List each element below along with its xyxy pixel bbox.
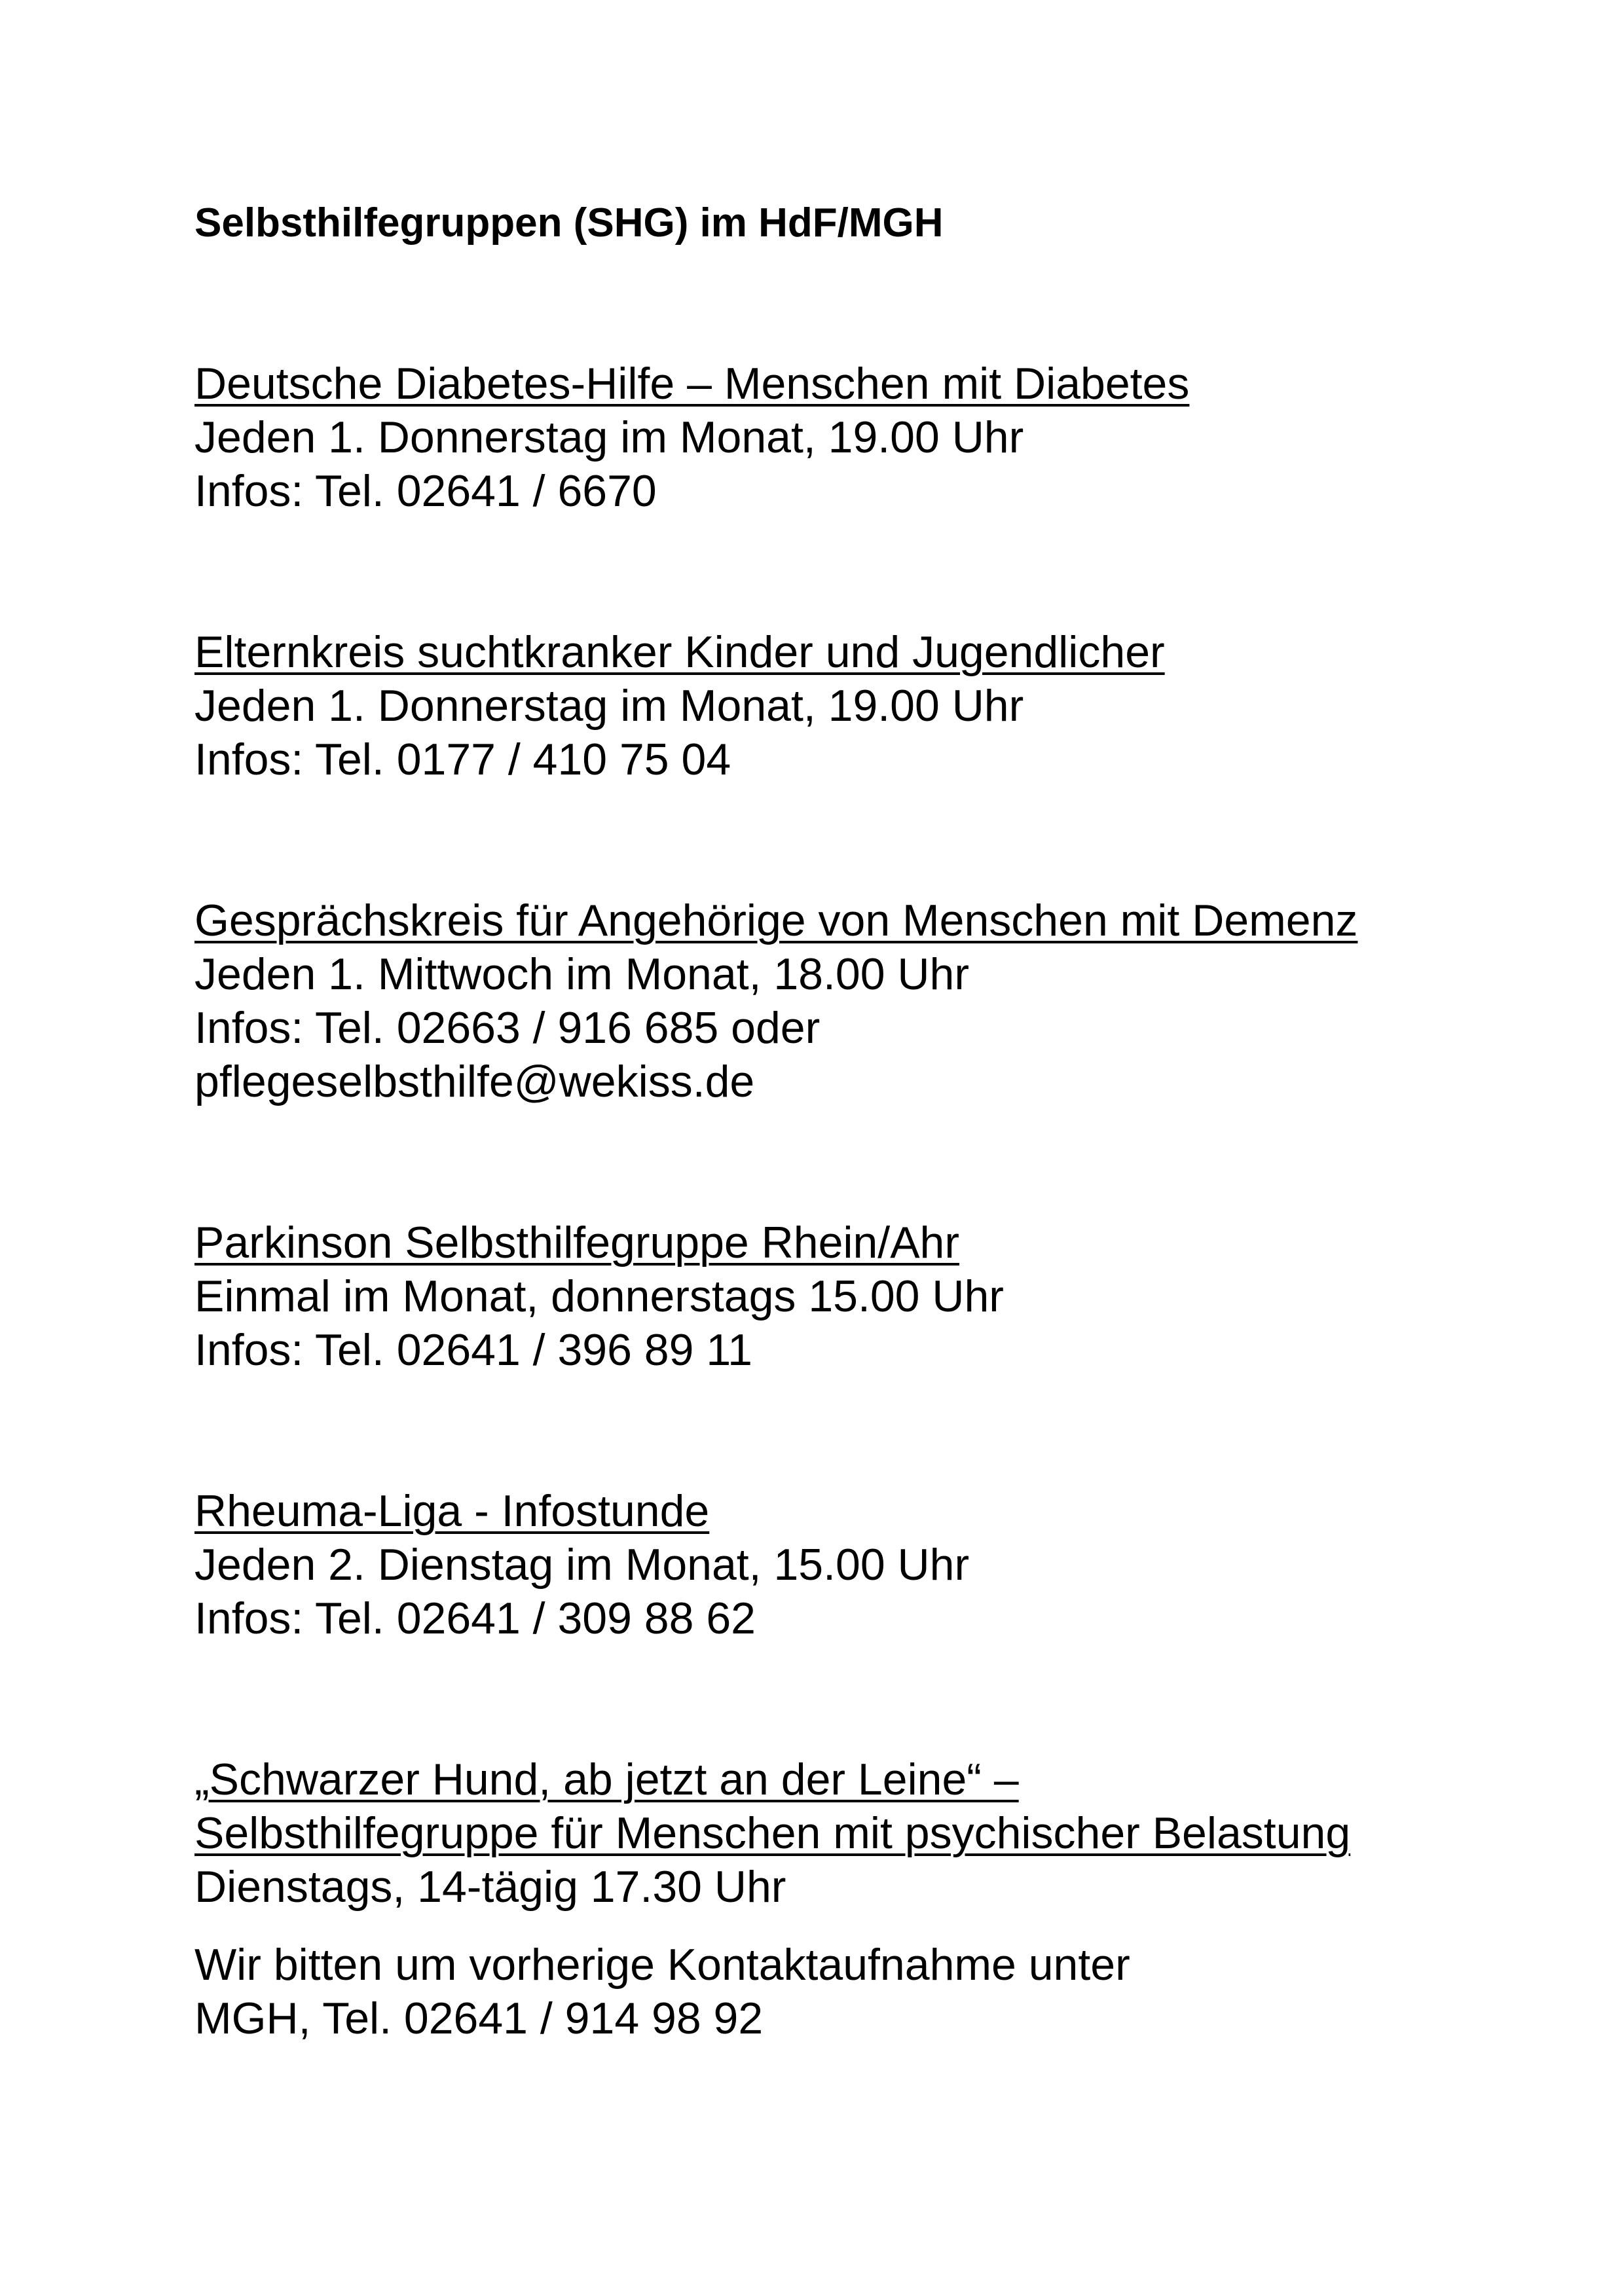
group-contact: Infos: Tel. 02641 / 396 89 11 [194, 1325, 752, 1375]
group-schedule: Dienstags, 14-tägig 17.30 Uhr [194, 1862, 786, 1912]
group-rheuma [194, 1484, 1504, 1645]
group-schedule: Jeden 1. Mittwoch im Monat, 18.00 Uhr [194, 949, 969, 999]
group-schedule: Einmal im Monat, donnerstags 15.00 Uhr [194, 1271, 1004, 1321]
group-contact-email: pflegeselbsthilfe@wekiss.de [194, 1057, 755, 1106]
group-name: „Schwarzer Hund, ab jetzt an der Leine“ – [194, 1755, 1019, 1804]
group-diabetes [194, 357, 1504, 518]
group-name: Parkinson Selbsthilfegruppe Rhein/Ahr [194, 1218, 960, 1267]
group-contact: Infos: Tel. 0177 / 410 75 04 [194, 735, 731, 784]
group-name: Deutsche Diabetes-Hilfe – Menschen mit Diabetes [194, 359, 1190, 409]
group-name: Gesprächskreis für Angehörige von Menschen mit Demenz [194, 896, 1358, 945]
group-parkinson [194, 1216, 1504, 1377]
group-name: Elternkreis suchtkranker Kinder und Jugendlicher [194, 627, 1165, 677]
group-schedule: Jeden 1. Donnerstag im Monat, 19.00 Uhr [194, 412, 1024, 462]
group-contact: Infos: Tel. 02663 / 916 685 oder [194, 1003, 821, 1053]
contact-note [194, 1938, 1504, 2045]
group-elternkreis [194, 625, 1504, 786]
group-name-line2: Selbsthilfegruppe für Menschen mit psychischer Belastung [194, 1808, 1351, 1858]
group-contact: Infos: Tel. 02641 / 6670 [194, 466, 657, 516]
group-schwarzer-hund [194, 1753, 1504, 1914]
group-schedule: Jeden 2. Dienstag im Monat, 15.00 Uhr [194, 1540, 970, 1590]
page-title: Selbsthilfegruppen (SHG) im HdF/MGH [194, 200, 944, 246]
group-name: Rheuma-Liga - Infostunde [194, 1486, 710, 1536]
contact-note-line2: MGH, Tel. 02641 / 914 98 92 [194, 1994, 764, 2043]
group-contact: Infos: Tel. 02641 / 309 88 62 [194, 1594, 756, 1643]
contact-note-line1: Wir bitten um vorherige Kontaktaufnahme unter [194, 1940, 1130, 1990]
group-schedule: Jeden 1. Donnerstag im Monat, 19.00 Uhr [194, 681, 1024, 731]
group-demenz [194, 894, 1504, 1108]
